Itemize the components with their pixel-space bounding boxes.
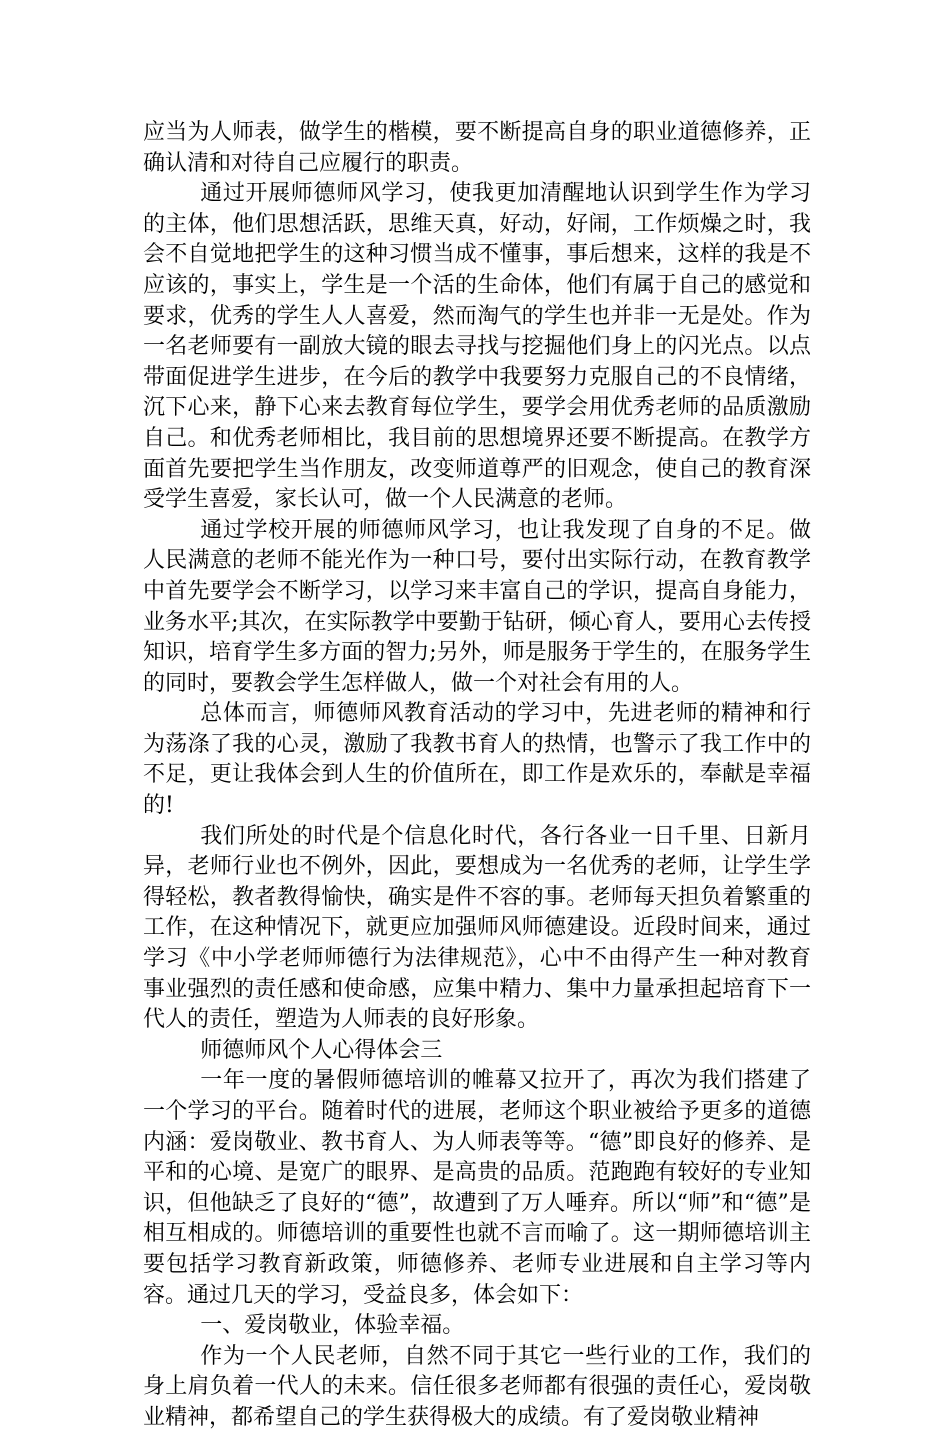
paragraph: 一年一度的暑假师德培训的帷幕又拉开了，再次为我们搭建了一个学习的平台。随着时代的进展，老师这个职业被给予更多的道德内涵：爱岗敬业、教书育人、为人师表等等。“德”即良好的修养、是平和的心境、是宽广的眼界、是高贵的品质。范跑跑有较好的专业知识，但他缺乏了良好的“德”，故遭到了万人唾弃。所以“师”和“德”是相互相成的。师德培训的重要性也就不言而喻了。这一期师德培训主要包括学习教育新政策，师德修养、老师专业进展和自主学习等内容。通过几天的学习，受益良多，体会如下： (143, 1068, 811, 1308)
paragraph: 作为一个人民老师，自然不同于其它一些行业的工作，我们的身上肩负着一代人的未来。信任很多老师都有很强的责任心，爱岗敬业精神，都希望自己的学生获得极大的成绩。有了爱岗敬业精神 (143, 1343, 811, 1430)
paragraph: 总体而言，师德师风教育活动的学习中，先进老师的精神和行为荡涤了我的心灵，激励了我教书育人的热情，也警示了我工作中的不足，更让我体会到人生的价值所在，即工作是欢乐的，奉献是幸福的! (143, 701, 811, 819)
subsection-heading: 一、爱岗敬业，体验幸福。 (200, 1313, 465, 1339)
paragraph: 通过开展师德师风学习，使我更加清醒地认识到学生作为学习的主体，他们思想活跃，思维天真，好动，好闹，工作烦燥之时，我会不自觉地把学生的这种习惯当成不懂事，事后想来，这样的我是不应该的，事实上，学生是一个活的生命体，他们有属于自己的感觉和要求，优秀的学生人人喜爱，然而淘气的学生也并非一无是处。作为一名老师要有一副放大镜的眼去寻找与挖掘他们身上的闪光点。以点带面促进学生进步，在今后的教学中我要努力克服自己的不良情绪，沉下心来，静下心来去教育每位学生，要学会用优秀老师的品质激励自己。和优秀老师相比，我目前的思想境界还要不断提高。在教学方面首先要把学生当作朋友，改变师道尊严的旧观念，使自己的教育深受学生喜爱，家长认可，做一个人民满意的老师。 (143, 181, 811, 513)
section-heading: 师德师风个人心得体会三 (200, 1037, 443, 1063)
paragraph: 通过学校开展的师德师风学习，也让我发现了自身的不足。做人民满意的老师不能光作为一种口号，要付出实际行动，在教育教学中首先要学会不断学习，以学习来丰富自己的学识，提高自身能力，业务水平;其次，在实际教学中要勤于钻研，倾心育人，要用心去传授知识，培育学生多方面的智力;另外，师是服务于学生的，在服务学生的同时，要教会学生怎样做人，做一个对社会有用的人。 (143, 517, 811, 696)
document-body (143, 118, 811, 1434)
paragraph: 我们所处的时代是个信息化时代，各行各业一日千里、日新月异，老师行业也不例外，因此，要想成为一名优秀的老师，让学生学得轻松，教者教得愉快，确实是件不容的事。老师每天担负着繁重的工作，在这种情况下，就更应加强师风师德建设。近段时间来，通过学习《中小学老师师德行为法律规范》，心中不由得产生一种对教育事业强烈的责任感和使命感，应集中精力、集中力量承担起培育下一代人的责任，塑造为人师表的良好形象。 (143, 823, 811, 1033)
paragraph: 应当为人师表，做学生的楷模，要不断提高自身的职业道德修养，正确认清和对待自己应履行的职责。 (143, 120, 811, 176)
